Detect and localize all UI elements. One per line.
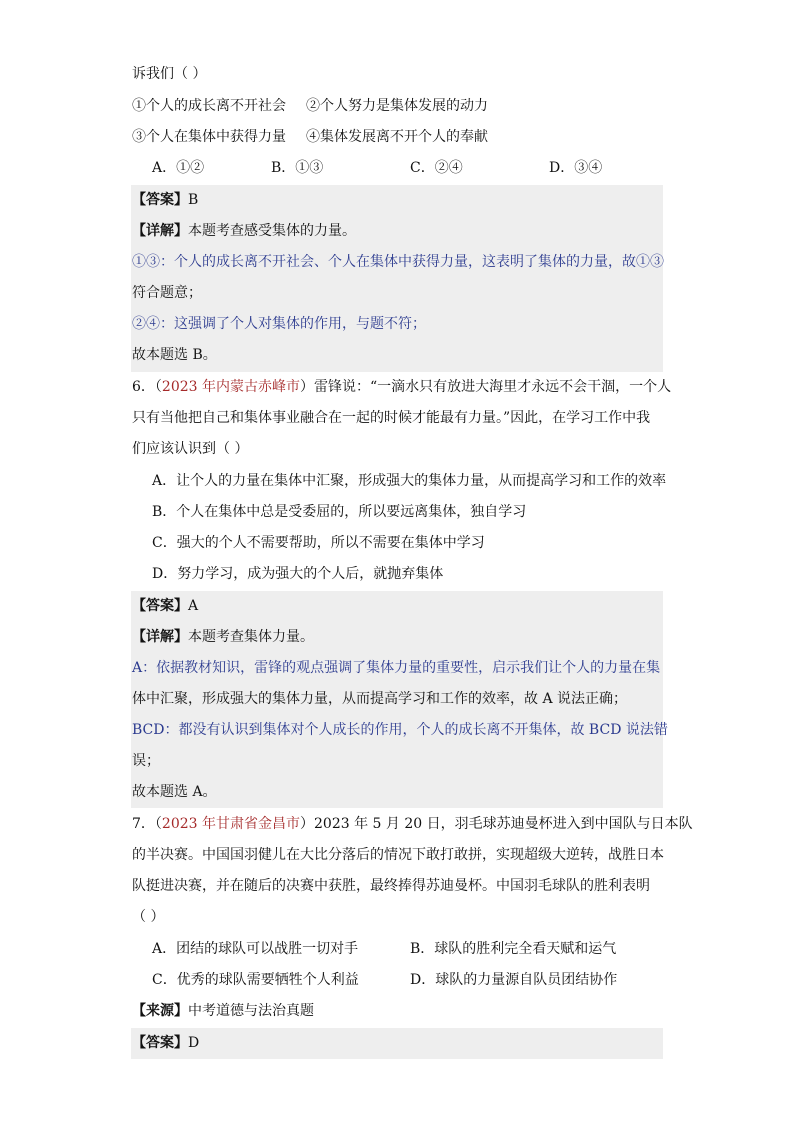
q5-detail-line3: ②④：这强调了个人对集体的作用，与题不符；	[132, 316, 426, 332]
q7-answer	[132, 1028, 199, 1059]
q6-detail-label: 【详解】	[132, 629, 188, 645]
q6-stem-text: ）雷锋说：“一滴水只有放进大海里才永远不会干涸，一个人	[300, 379, 672, 395]
q6-option-d: D．努力学习，成为强大的个人后，就抛弃集体	[152, 566, 444, 582]
q6-detail-line3: BCD：都没有认识到集体对个人成长的作用，个人的成长离不开集体，故 BCD 说法错	[132, 722, 668, 738]
q6-option-c: C．强大的个人不需要帮助，所以不需要在集体中学习	[152, 535, 485, 551]
q7-source-text: 中考道德与法治真题	[188, 1003, 314, 1019]
q5-statement-4: ④集体发展离不开个人的奉献	[306, 129, 488, 145]
q5-stem-tail: 诉我们（ ）	[132, 66, 207, 82]
q7-option-b: B．球队的胜利完全看天赋和运气	[410, 941, 617, 957]
q5-statement-3: ③个人在集体中获得力量	[132, 129, 286, 145]
q6-option-b: B．个人在集体中总是受委屈的，所以要远离集体，独自学习	[152, 504, 527, 520]
q6-answer-value: A	[188, 598, 199, 614]
q7-stem-text: ）2023 年 5 月 20 日，羽毛球苏迪曼杯进入到中国队与日本队	[300, 816, 693, 832]
q5-detail-intro: 本题考查感受集体的力量。	[188, 223, 356, 239]
q7-answer-label: 【答案】	[132, 1035, 188, 1051]
q7-answer-value: D	[188, 1035, 200, 1051]
q6-stem-line2: 只有当他把自己和集体事业融合在一起的时候才能最有力量。”因此，在学习工作中我	[132, 410, 651, 426]
q7-source-line	[132, 996, 314, 1027]
q7-stem-line3: 队挺进决赛，并在随后的决赛中获胜，最终捧得苏迪曼杯。中国羽毛球队的胜利表明	[132, 878, 650, 894]
q7-stem-line1	[132, 809, 693, 840]
q5-conclusion: 故本题选 B。	[132, 347, 217, 363]
q6-answer	[132, 591, 198, 622]
q5-detail-line2: 符合题意；	[132, 285, 202, 301]
q6-detail-line1: A：依据教材知识，雷锋的观点强调了集体力量的重要性，启示我们让个人的力量在集	[132, 660, 661, 676]
q5-option-b: B．①③	[271, 160, 324, 176]
q5-statement-1: ①个人的成长离不开社会	[132, 98, 286, 114]
q7-option-a: A．团结的球队可以战胜一切对手	[152, 941, 359, 957]
q5-answer-label: 【答案】	[132, 192, 188, 208]
q6-number: 6．（	[132, 379, 162, 395]
q6-detail	[132, 622, 314, 653]
q5-option-a: A．①②	[152, 160, 205, 176]
q6-detail-intro: 本题考查集体力量。	[188, 629, 314, 645]
q6-detail-line2: 体中汇聚，形成强大的集体力量，从而提高学习和工作的效率，故 A 说法正确；	[132, 691, 628, 707]
q5-option-c: C．②④	[410, 160, 463, 176]
q6-conclusion: 故本题选 A。	[132, 784, 217, 800]
q6-detail-line4: 误；	[132, 753, 160, 769]
q6-answer-label: 【答案】	[132, 598, 188, 614]
q5-option-d: D．③④	[549, 160, 603, 176]
q6-option-a: A．让个人的力量在集体中汇聚，形成强大的集体力量，从而提高学习和工作的效率	[152, 473, 667, 489]
q5-detail-line1: ①③：个人的成长离不开社会、个人在集体中获得力量，这表明了集体的力量，故①③	[132, 254, 664, 270]
q7-stem-line2: 的半决赛。中国国羽健儿在大比分落后的情况下敢打敢拼，实现超级大逆转，战胜日本	[132, 847, 664, 863]
q5-answer	[132, 185, 198, 216]
q7-option-c: C．优秀的球队需要牺牲个人利益	[152, 972, 359, 988]
q5-statement-2: ②个人努力是集体发展的动力	[306, 98, 488, 114]
q5-detail	[132, 216, 356, 247]
q7-source: 2023 年甘肃省金昌市	[161, 816, 301, 832]
q5-statements-row1	[132, 91, 488, 122]
q6-stem-line3: 们应该认识到（ ）	[132, 441, 249, 457]
q7-option-d: D．球队的力量源自队员团结协作	[410, 972, 618, 988]
q7-stem-line4: （ ）	[132, 909, 165, 925]
q6-stem-line1	[132, 372, 671, 403]
q5-answer-value: B	[188, 192, 199, 208]
q7-source-label: 【来源】	[132, 1003, 188, 1019]
q7-answer-block	[131, 1028, 663, 1059]
q5-statements-row2	[132, 122, 488, 153]
q5-detail-label: 【详解】	[132, 223, 188, 239]
q7-number: 7．（	[132, 816, 162, 832]
q6-source: 2023 年内蒙古赤峰市	[161, 379, 301, 395]
